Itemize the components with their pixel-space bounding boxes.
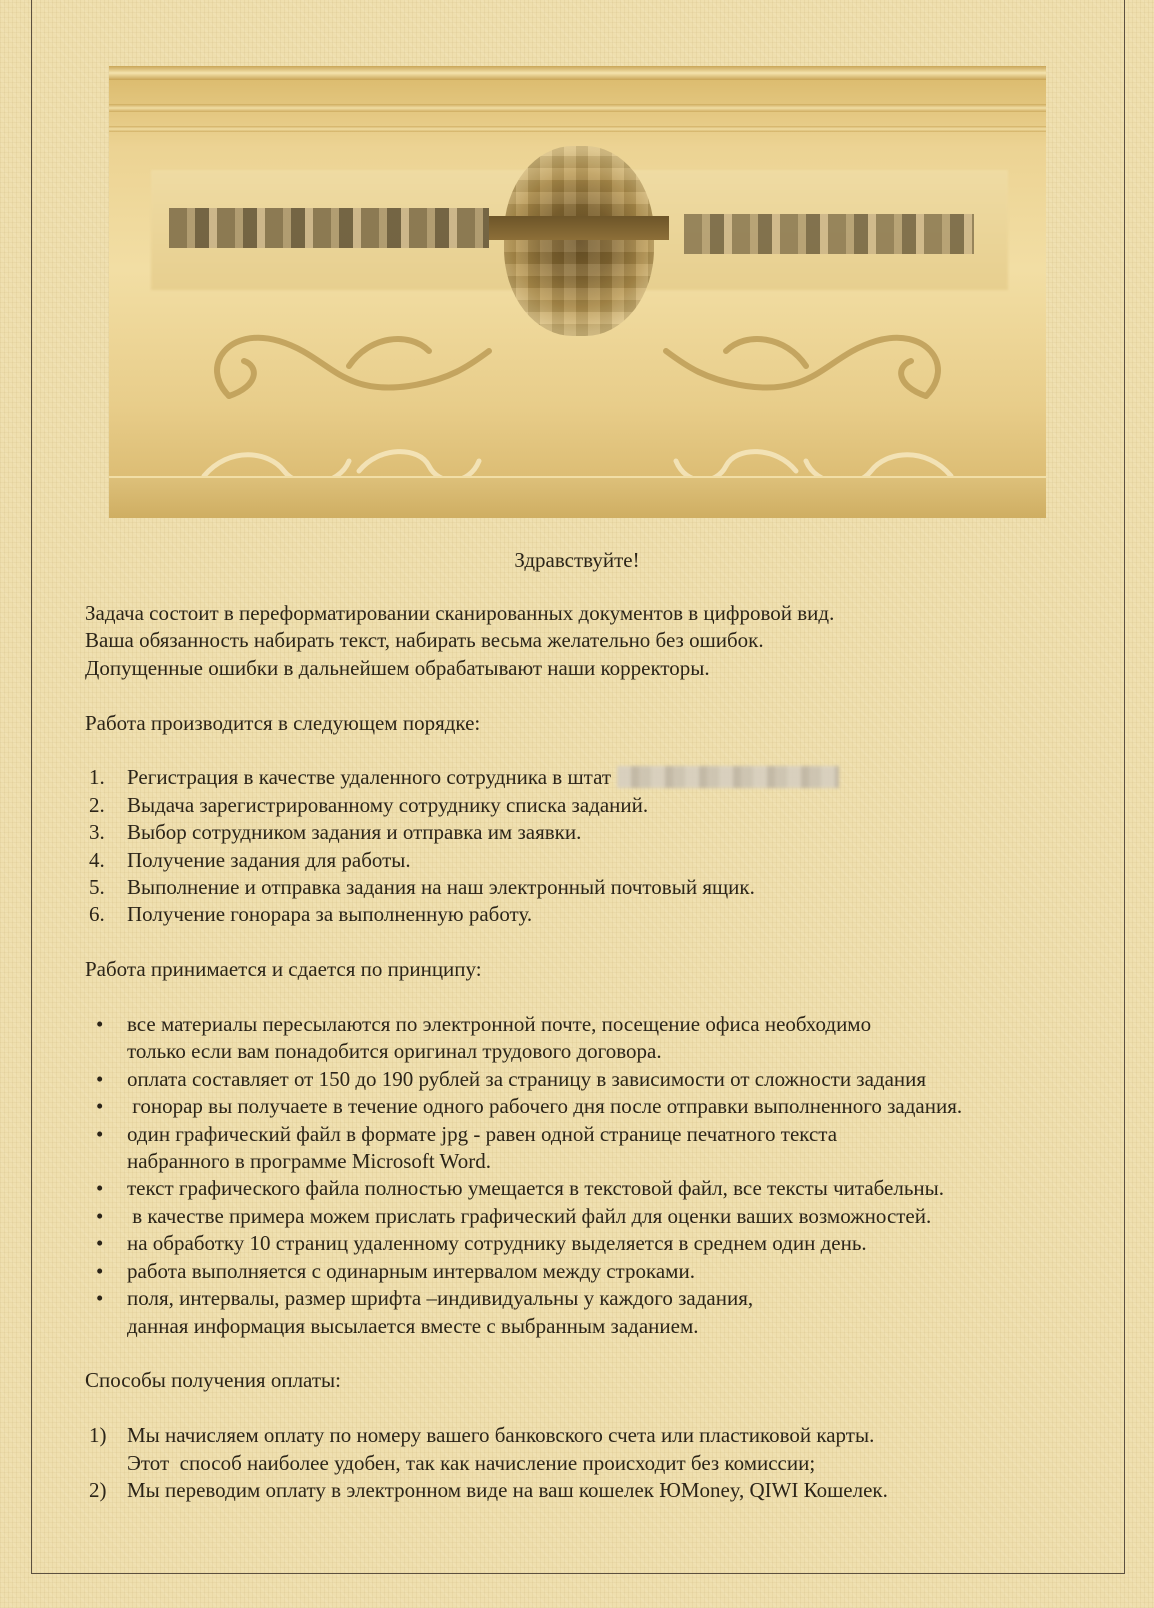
- bullet-icon: •: [96, 1176, 104, 1201]
- principle-line: данная информация высылается вместе с выбранным заданием.: [127, 1313, 699, 1338]
- principle-item: [85, 1258, 1125, 1285]
- step-text: Получение задания для работы.: [127, 847, 411, 872]
- payment-method: [85, 1477, 1125, 1504]
- principle-line: в качестве примера можем прислать графический файл для оценки ваших возможностей.: [127, 1203, 932, 1228]
- order-step: [85, 819, 1125, 846]
- order-step: [85, 764, 1125, 791]
- step-number: 1.: [89, 765, 105, 790]
- payment-heading: Способы получения оплаты:: [85, 1368, 341, 1393]
- step-text: Выбор сотрудником задания и отправка им заявки.: [127, 820, 582, 845]
- bullet-icon: •: [96, 1094, 104, 1119]
- bullet-icon: •: [96, 1231, 104, 1256]
- payment-number: 1): [89, 1423, 107, 1448]
- principle-item: [85, 1093, 1125, 1120]
- principle-item: [85, 1011, 1125, 1066]
- greeting: Здравствуйте!: [514, 548, 640, 572]
- order-step: [85, 901, 1125, 928]
- order-step: [85, 792, 1125, 819]
- document-body: [85, 600, 1125, 1504]
- step-number: 3.: [89, 820, 105, 845]
- bullet-icon: •: [96, 1258, 104, 1283]
- step-text: Регистрация в качестве удаленного сотрудника в штат: [127, 765, 612, 790]
- principle-item: [85, 1203, 1125, 1230]
- principle-line: гонорар вы получаете в течение одного рабочего дня после отправки выполненного задания.: [127, 1094, 963, 1119]
- order-heading: Работа производится в следующем порядке:: [85, 710, 481, 735]
- intro-line: Задача состоит в переформатировании сканированных документов в цифровой вид.: [85, 601, 835, 625]
- step-text: Получение гонорара за выполненную работу.: [127, 902, 533, 927]
- principle-line: работа выполняется с одинарным интервалом между строками.: [127, 1258, 695, 1283]
- intro-line: Ваша обязанность набирать текст, набирать весьма желательно без ошибок.: [85, 628, 764, 653]
- bullet-icon: •: [96, 1012, 104, 1037]
- payment-line: Мы начисляем оплату по номеру вашего банковского счета или пластиковой карты.: [127, 1423, 875, 1448]
- principle-line: набранного в программе Microsoft Word.: [127, 1149, 491, 1174]
- payment-line: Этот способ наиболее удобен, так как начисление происходит без комиссии;: [127, 1450, 816, 1475]
- order-step: [85, 874, 1125, 901]
- step-text: Выдача зарегистрированному сотруднику списка заданий.: [127, 792, 649, 817]
- banner-base: [109, 476, 1046, 518]
- principle-line: на обработку 10 страниц удаленному сотруднику выделяется в среднем один день.: [127, 1231, 867, 1256]
- payment-number: 2): [89, 1477, 107, 1502]
- principle-item: [85, 1285, 1125, 1340]
- principle-line: поля, интервалы, размер шрифта –индивидуальны у каждого задания,: [127, 1286, 754, 1311]
- bullet-icon: •: [96, 1203, 104, 1228]
- flourish-ornament-icon: [109, 66, 1046, 518]
- principle-line: текст графического файла полностью умещается в текстовой файл, все тексты читабельны.: [127, 1176, 945, 1201]
- principle-item: [85, 1175, 1125, 1202]
- principle-line: оплата составляет от 150 до 190 рублей за страницу в зависимости от сложности задания: [127, 1066, 927, 1091]
- principle-line: все материалы пересылаются по электронной почте, посещение офиса необходимо: [127, 1012, 872, 1037]
- step-text: Выполнение и отправка задания на наш электронный почтовый ящик.: [127, 875, 755, 900]
- bullet-icon: •: [96, 1066, 104, 1091]
- bullet-icon: •: [96, 1286, 104, 1311]
- header-banner: [109, 66, 1046, 518]
- payment-line: Мы переводим оплату в электронном виде на ваш кошелек ЮMoney, QIWI Кошелек.: [127, 1477, 888, 1502]
- step-number: 2.: [89, 792, 105, 817]
- principle-item: [85, 1066, 1125, 1093]
- step-number: 4.: [89, 847, 105, 872]
- order-step: [85, 847, 1125, 874]
- principles-heading: Работа принимается и сдается по принципу:: [85, 957, 482, 982]
- step-number: 6.: [89, 902, 105, 927]
- principle-item: [85, 1121, 1125, 1176]
- intro-line: Допущенные ошибки в дальнейшем обрабатывают наши корректоры.: [85, 655, 710, 680]
- payment-method: [85, 1422, 1125, 1477]
- bullet-icon: •: [96, 1121, 104, 1146]
- step-number: 5.: [89, 875, 105, 900]
- redacted-company-name: [617, 766, 839, 788]
- principle-line: только если вам понадобится оригинал трудового договора.: [127, 1039, 662, 1064]
- principle-line: один графический файл в формате jpg - равен одной странице печатного текста: [127, 1121, 838, 1146]
- principle-item: [85, 1230, 1125, 1257]
